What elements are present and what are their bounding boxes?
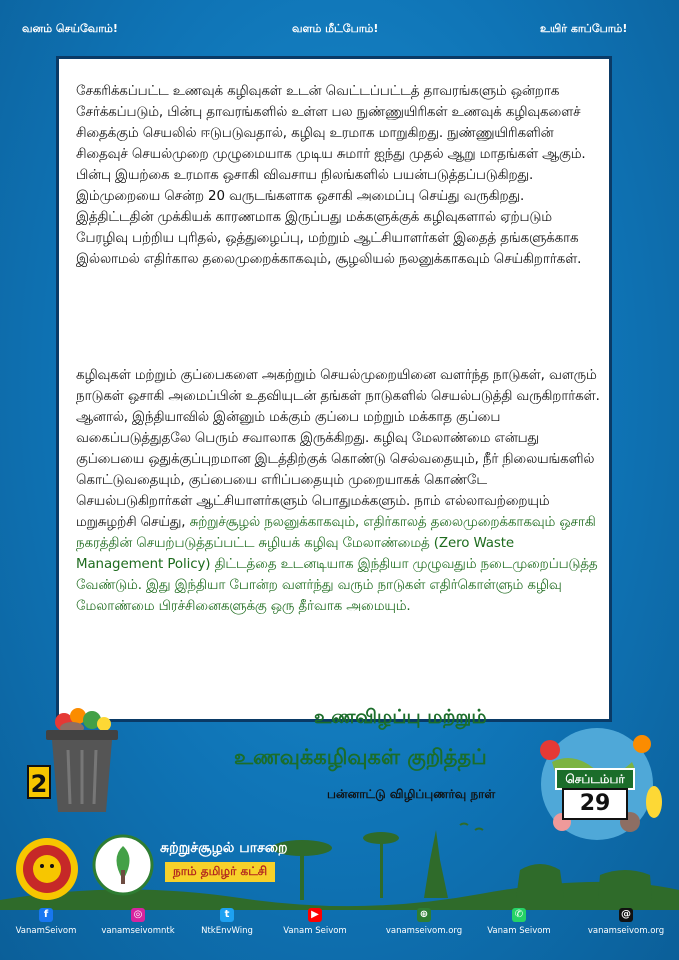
title-line-2: உணவுக்கழிவுகள் குறித்தப் xyxy=(234,744,487,769)
social-instagram[interactable] xyxy=(98,908,178,936)
social-instagram-label: vanamseivomntk xyxy=(101,926,175,936)
slogan-center: வளம் மீட்போம்! xyxy=(292,22,379,35)
instagram-icon: ◎ xyxy=(131,908,145,922)
web-icon: ⊕ xyxy=(417,908,431,922)
paragraph-1: சேகரிக்கப்பட்ட உணவுக் கழிவுகள் உடன் வெட்டப்பட்டத் தாவரங்களும் ஒன்றாக சேர்க்கப்படும், பின்பு தாவரங்களில் உள்ள பல நுண்ணுயிரிகள் உணவுக் கழிவுகளைச் சிதைக்கும் செயலில் ஈடுபடுவதால், கழிவு உரமாக மாறுகிறது. நுண்ணுயிரிகளின் சிதைவுச் செயல்முறை முழுமையாக முடிய சுமார் ஐந்து முதல் ஆறு மாதங்கள் ஆகும். பின்பு இயற்கை உரமாக ஒசாகி விவசாய நிலங்களில் பயன்படுத்தப்படுகிறது. இம்முறையை சென்ற 20 வருடங்களாக ஒசாகி அமைப்பு செய்து வருகிறது. இத்திட்டதின் முக்கியக் காரணமாக இருப்பது மக்களுக்குக் கழிவுகளால் ஏற்படும் பேரழிவு பற்றிய புரிதல், ஒத்துழைப்பு, மற்றும் ஆட்சியாளர்கள் இதைத் தங்களுக்காக இல்லாமல் எதிர்கால தலைமுறைக்காகவும், சூழலியல் நலனுக்காகவும் செய்கிறார்கள். xyxy=(76,84,586,267)
paragraph-2 xyxy=(76,365,604,617)
slogan-left: வனம் செய்வோம்! xyxy=(22,22,118,35)
title-subtitle: பன்னாட்டு விழிப்புணர்வு நாள் xyxy=(327,787,496,801)
environment-wing-logo xyxy=(92,834,154,896)
content-card xyxy=(56,56,612,722)
social-whatsapp-label: Vanam Seivom xyxy=(487,926,551,936)
trash-bin-illustration xyxy=(42,700,122,820)
org-name: சுற்றுச்சூழல் பாசறை xyxy=(160,840,288,856)
slogan-right: உயிர் காப்போம்! xyxy=(540,22,628,35)
social-footer xyxy=(0,908,679,960)
social-whatsapp[interactable] xyxy=(480,908,558,936)
tiger-logo xyxy=(14,836,80,902)
youtube-icon: ▶ xyxy=(308,908,322,922)
whatsapp-icon: ✆ xyxy=(512,908,526,922)
social-web[interactable] xyxy=(384,908,464,936)
twitter-icon: t xyxy=(220,908,234,922)
facebook-icon: f xyxy=(39,908,53,922)
date-day: 29 xyxy=(562,788,628,820)
page-number-badge: 2 xyxy=(27,765,51,799)
party-name: நாம் தமிழர் கட்சி xyxy=(165,862,275,882)
social-facebook[interactable] xyxy=(10,908,82,936)
social-web-label: vanamseivom.org xyxy=(385,926,463,936)
social-facebook-label: VanamSeivom xyxy=(15,926,77,936)
title-line-1: உணவிழப்பு மற்றும் xyxy=(314,706,487,728)
date-month: செப்டம்பர் xyxy=(555,768,635,790)
paragraph-2-text: கழிவுகள் மற்றும் குப்பைகளை அகற்றும் செயல்முறையினை வளர்ந்த நாடுகள், வளரும் நாடுகள் ஒசாகி அமைப்பின் உதவியுடன் தங்கள் நாடுகளில் செயல்படுத்தி வருகிறார்கள். ஆனால், இந்தியாவில் இன்னும் மக்கும் குப்பை மற்றும் மக்காத குப்பை வகைப்படுத்துதலே பெரும் சவாலாக இருக்கிறது. கழிவு மேலாண்மை என்பது குப்பையை ஒதுக்குப்புறமான இடத்திற்குக் கொண்டு செல்வதையும், நீர் நிலையங்களில் கொட்டுவதையும், குப்பையை எரிப்பதையும் முறையாகக் கொண்டே செயல்படுகிறார்கள் ஆட்சியாளர்களும் பொதுமக்களும். நாம் எல்லாவற்றையும் மறுசுழற்சி செய்து, xyxy=(76,368,600,530)
social-threads[interactable] xyxy=(584,908,668,936)
social-threads-label: vanamseivom.org xyxy=(587,926,665,936)
social-youtube-label: Vanam Seivom xyxy=(283,926,347,936)
social-twitter-label: NtkEnvWing xyxy=(201,926,253,936)
social-youtube[interactable] xyxy=(276,908,354,936)
paragraph-2-highlight: சுற்றுச்சூழல் நலனுக்காகவும், எதிர்காலத் தலைமுறைக்காகவும் ஒசாகி நகரத்தின் செயற்படுத்தப்பட்ட சுழியக் கழிவு மேலாண்மைத் (Zero Waste Management Policy) திட்டத்தை உடனடியாக இந்தியா முழுவதும் நடைமுறைப்படுத்த வேண்டும். இது இந்தியா போன்ற வளர்ந்து வரும் நாடுகள் எதிர்கொள்ளும் கழிவு மேலாண்மை பிரச்சினைகளுக்கு ஒரு தீர்வாக அமையும். xyxy=(76,515,598,614)
header-slogans xyxy=(0,18,679,40)
social-twitter[interactable] xyxy=(194,908,260,936)
threads-icon: @ xyxy=(621,909,631,920)
